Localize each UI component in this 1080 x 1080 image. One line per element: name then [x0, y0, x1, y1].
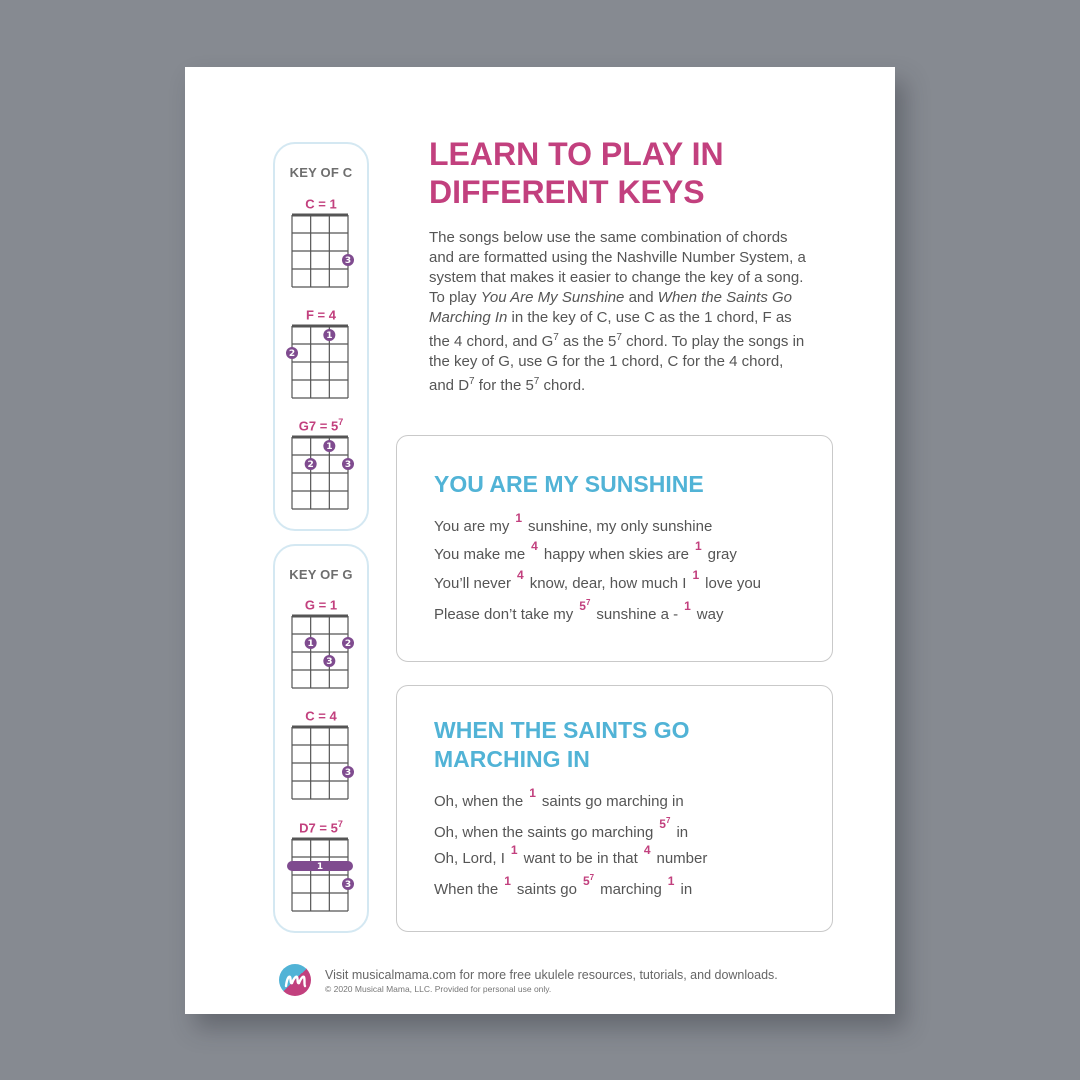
chord-number: 1: [504, 874, 511, 888]
chord-g-label: G = 1: [304, 597, 338, 613]
chord-number: 1: [692, 568, 700, 582]
chord-number: $5^7$: [659, 816, 671, 831]
page-title: [429, 135, 829, 211]
finger-number: 1: [326, 442, 333, 452]
chord-number: 1: [694, 539, 702, 553]
chord-number: $5^7$: [579, 598, 591, 613]
lyric-text: Oh, when the: [434, 793, 524, 810]
key-of-g-panel: [273, 544, 369, 933]
lyric-text: in: [680, 881, 693, 898]
lyric-text: Oh, Lord, I: [434, 850, 505, 867]
lyric-text: love you: [705, 575, 762, 592]
lyric-text: sunshine, my only sunshine: [528, 518, 713, 535]
page-title-line2: DIFFERENT KEYS: [429, 174, 705, 210]
lyric-text: saints go marching in: [541, 793, 684, 810]
chord-g-diagram: [292, 616, 350, 688]
finger-number: 2: [307, 460, 314, 470]
chord-d7-label: $D7 = 5^7$: [299, 819, 343, 836]
key-of-c-panel: [273, 142, 369, 531]
lyric-text: You’ll never: [434, 575, 511, 592]
chord-number: 1: [684, 599, 691, 613]
lyric-text: saints go: [516, 881, 577, 898]
finger-number: 3: [344, 768, 352, 778]
lyric-line: [434, 873, 693, 900]
chord-number: $5^7$: [582, 873, 595, 888]
song2-ref: When the Saints Go Marching In: [429, 289, 793, 326]
finger-number: 3: [344, 880, 352, 890]
finger-number: 3: [326, 657, 333, 667]
lyric-line: [434, 511, 713, 537]
musical-mama-logo: [279, 964, 311, 996]
chord-number: 4: [531, 539, 538, 553]
finger-number: 2: [344, 639, 352, 649]
lyric-text: in: [676, 824, 689, 841]
chord-number: 4: [517, 568, 524, 582]
lyric-text: You are my: [434, 518, 510, 535]
song-title: YOU ARE MY SUNSHINE: [434, 471, 704, 497]
lyric-text: happy when skies are: [543, 546, 689, 563]
lyric-text: marching: [600, 881, 662, 898]
song-card-saints: [396, 685, 833, 932]
song-card-sunshine: [396, 435, 833, 662]
barre-finger-number: 1: [316, 862, 324, 872]
chord-number: 1: [515, 511, 523, 525]
intro-paragraph: The songs below use the same combination of chords and are formatted using the Nashville Number System, a system that makes it easier to change the key of a song. To play You Are My Sunshine and When the Saints Go Marching In in the key of C, use C as the 1 chord, F as the 4 chord, and $G^7$ as the $5^7$ chord. To play the songs in the key of G, use G for the 1 chord, C for the 4 chord, and $D^7$ for the $5^7$ chord.: [429, 229, 806, 394]
lyric-line: [434, 598, 724, 625]
lyric-line: [434, 786, 684, 812]
lyric-line: [434, 568, 762, 594]
chord-f-label: F = 4: [306, 307, 336, 323]
lyric-text: Please don’t take my: [434, 606, 574, 623]
lyric-text: want to be in that: [523, 850, 638, 867]
song1-ref: You Are My Sunshine: [480, 289, 625, 306]
finger-number: 3: [344, 256, 352, 266]
page-title-line1: LEARN TO PLAY IN: [429, 136, 724, 172]
chord-c-label-key-g: C = 4: [305, 708, 337, 724]
lyric-text: sunshine a -: [596, 606, 679, 623]
footer-visit-text: Visit musicalmama.com for more free ukulele resources, tutorials, and downloads.: [325, 968, 778, 982]
finger-number: 2: [288, 349, 296, 359]
lyric-line: [434, 539, 737, 565]
lyric-text: Oh, when the saints go marching: [434, 824, 654, 841]
finger-number: 1: [307, 639, 314, 649]
lyric-text: When the: [434, 881, 499, 898]
finger-number: 3: [344, 460, 352, 470]
chord-number: 4: [643, 843, 651, 857]
chord-number: 1: [667, 874, 675, 888]
chord-number: 1: [529, 786, 536, 800]
chord-f-diagram: [288, 326, 350, 398]
lyric-text: number: [656, 850, 708, 867]
song-title: WHEN THE SAINTS GO MARCHING IN: [434, 717, 690, 772]
key-of-c-title: KEY OF C: [289, 165, 353, 180]
finger-number: 1: [326, 331, 333, 341]
chord-d7-diagram: [292, 839, 350, 911]
lyric-text: know, dear, how much I: [529, 575, 687, 592]
worksheet-page: [185, 67, 895, 1014]
lyric-text: You make me: [434, 546, 526, 563]
lyric-text: way: [696, 606, 724, 623]
lyric-text: gray: [707, 546, 737, 563]
chord-c-label: C = 1: [305, 196, 337, 212]
footer-copyright: © 2020 Musical Mama, LLC. Provided for personal use only.: [325, 984, 552, 994]
chord-c-diagram-key-g: [292, 727, 350, 799]
key-of-g-title: KEY OF G: [289, 567, 353, 582]
chord-g7-label: $G7 = 5^7$: [298, 417, 344, 434]
chord-number: 1: [510, 843, 518, 857]
chord-g7-diagram: [292, 437, 350, 509]
lyric-line: [434, 843, 708, 869]
chord-c-diagram: [292, 215, 350, 287]
